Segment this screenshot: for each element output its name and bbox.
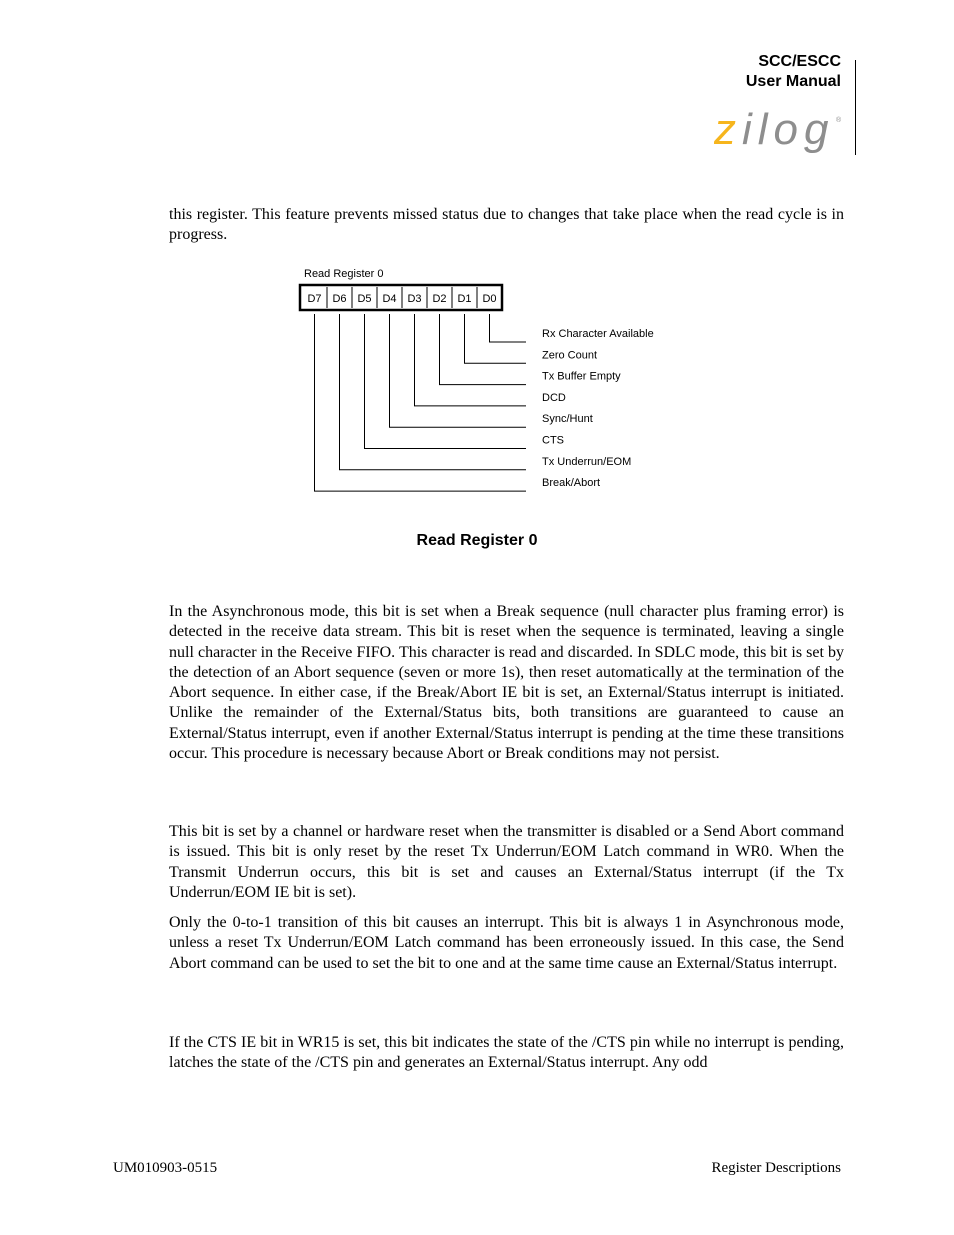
bit-description: Sync/Hunt <box>542 413 593 426</box>
bit-cell-d4: D4 <box>382 293 397 305</box>
bit-description: Tx Buffer Empty <box>542 370 621 383</box>
connector-line <box>465 314 527 363</box>
bit-cell-d6: D6 <box>332 293 347 305</box>
connector-line <box>365 314 527 449</box>
header-manual: User Manual <box>745 73 841 90</box>
connector-line <box>490 314 527 342</box>
bit-cell-d0: D0 <box>482 293 497 305</box>
bit-description: Zero Count <box>542 349 598 362</box>
logo-letters: ilog <box>742 108 835 154</box>
bit-cell-d5: D5 <box>357 293 372 305</box>
bit-description: CTS <box>542 434 564 447</box>
logo-letter-z: z <box>714 108 736 154</box>
bit-cell-d1: D1 <box>457 293 472 305</box>
connector-line <box>315 314 527 491</box>
bit-description: Tx Underrun/EOM <box>542 455 632 468</box>
register-diagram <box>290 262 690 502</box>
connector-line <box>440 314 527 385</box>
header-product: SCC/ESCC <box>758 53 841 70</box>
header-divider <box>855 60 856 155</box>
registered-mark-icon: ® <box>836 117 842 124</box>
bit-description: Rx Character Available <box>542 328 654 340</box>
bit-cell-d2: D2 <box>432 293 447 305</box>
document-header <box>746 52 841 92</box>
bit-cell-d7: D7 <box>307 293 322 305</box>
connector-line <box>415 314 527 406</box>
bit-description: Break/Abort <box>542 477 601 490</box>
register-box <box>300 285 502 310</box>
break-abort-paragraph: In the Asynchronous mode, this bit is set when a Break sequence (null character plus framing error) is detected in the receive data stream. This bit is reset when the sequence is terminated, leaving a single null character in the Receive FIFO. This character is read and discarded. In SDLC mode, this bit is set by the detection of an Abort sequence (seven or more 1s), then reset automatically at the termination of the Abort sequence. In either case, if the Break/Abort IE bit is set, an External/Status interrupt is initiated. Unlike the remainder of the External/Status bits, both transitions are guaranteed to cause an External/Status interrupt, even if another External/Status interrupt is pending at the time these transitions occur. This procedure is necessary because Abort or Break conditions may not persist. <box>169 603 844 763</box>
connector-line <box>340 314 527 470</box>
zilog-logo <box>714 108 844 156</box>
footer-section: Register Descriptions <box>711 1160 841 1176</box>
footer-doc-number: UM010903-0515 <box>113 1160 218 1176</box>
register-label: Read Register 0 <box>304 268 384 280</box>
cts-paragraph: If the CTS IE bit in WR15 is set, this bit indicates the state of the /CTS pin while no interrupt is pending, latches the state of the /CTS pin and generates an External/Status interrupt. Any odd <box>169 1034 844 1072</box>
bit-description: DCD <box>542 391 566 404</box>
connector-line <box>390 314 527 427</box>
bit-cell-d3: D3 <box>407 293 422 305</box>
tx-underrun-paragraph: This bit is set by a channel or hardware reset when the transmitter is disabled or a Send Abort command is issued. This bit is only reset by the reset Tx Underrun/EOM Latch command in WR0. When the Transmit Underrun occurs, this bit is set and causes an External/Status interrupt (if the Tx Underrun/EOM IE bit is set). <box>169 823 844 901</box>
tx-underrun-transition-paragraph: Only the 0-to-1 transition of this bit causes an interrupt. This bit is always 1 in Asynchronous mode, unless a reset Tx Underrun/EOM Latch command has been erroneously issued. In this case, the Send Abort command can be used to set the bit to one and at the same time cause an External/Status interrupt. <box>169 914 844 972</box>
figure-caption: Read Register 0 <box>416 532 538 549</box>
intro-paragraph: this register. This feature prevents missed status due to changes that take place when the read cycle is in progress. <box>169 206 844 244</box>
